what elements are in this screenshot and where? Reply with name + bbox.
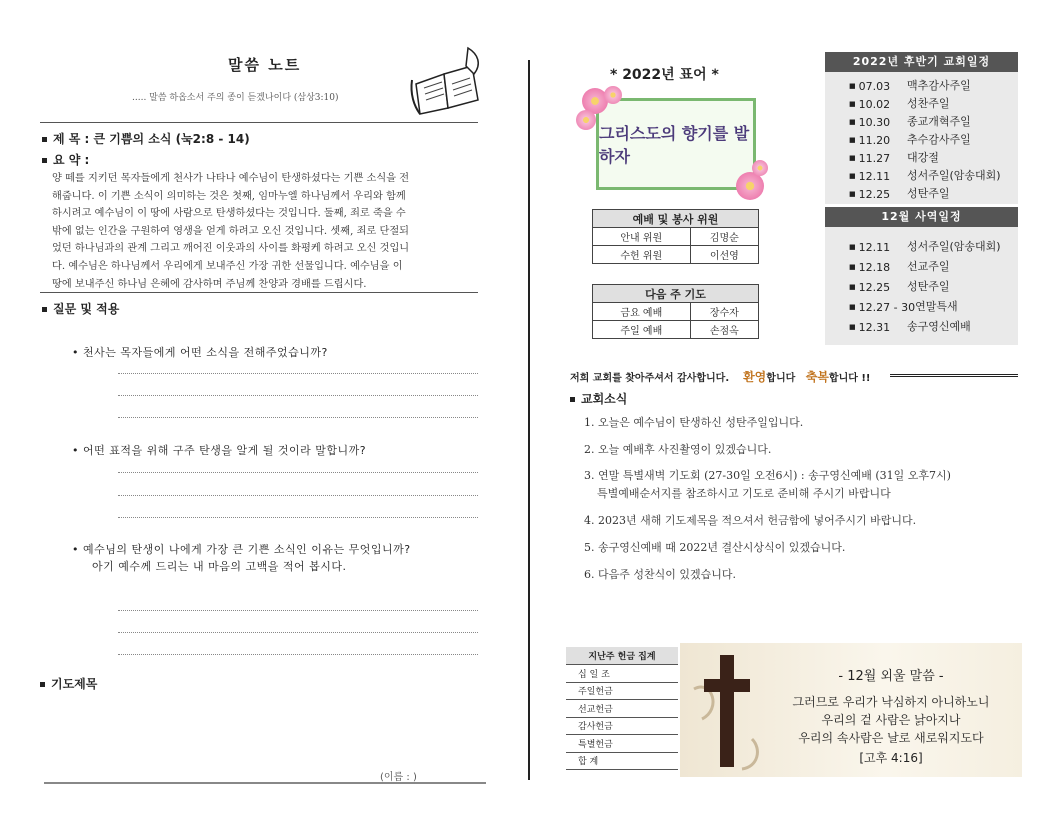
motto-card bbox=[596, 98, 756, 190]
committee-name: 김명순 bbox=[690, 228, 758, 246]
flower-icon bbox=[736, 172, 764, 200]
news-item: 2. 오늘 예배후 사진촬영이 있겠습니다. bbox=[584, 443, 772, 456]
committee-role: 수헌 위원 bbox=[593, 246, 691, 264]
schedule-item: ■ 07.03 맥추감사주일 bbox=[825, 77, 1018, 95]
sermon-title: 제 목 : 큰 기쁨의 소식 (눅2:8 - 14) bbox=[42, 130, 250, 147]
page-divider bbox=[528, 60, 530, 780]
answer-line[interactable] bbox=[118, 495, 478, 496]
offering-row: 십 일 조 bbox=[566, 665, 678, 683]
committee-name: 이선영 bbox=[690, 246, 758, 264]
schedule-h2-panel bbox=[825, 52, 1018, 204]
offering-row: 주일헌금 bbox=[566, 682, 678, 700]
answer-line[interactable] bbox=[118, 610, 478, 611]
prayer-service: 금요 예배 bbox=[593, 303, 691, 321]
news-item: 6. 다음주 성찬식이 있겠습니다. bbox=[584, 568, 736, 581]
welcome-rule bbox=[890, 374, 1018, 377]
answer-line[interactable] bbox=[118, 373, 478, 374]
prayer-label: 기도제목 bbox=[40, 675, 97, 692]
news-label: 교회소식 bbox=[570, 390, 627, 407]
flower-icon bbox=[604, 86, 622, 104]
verse-line: 우리의 속사람은 날로 새로워지도다 bbox=[798, 731, 984, 745]
prayer-leader: 손점옥 bbox=[690, 321, 758, 339]
page-title: 말씀 노트 bbox=[228, 56, 302, 74]
page-subtitle: ..... 말씀 하옵소서 주의 종이 듣겠나이다 (삼상3:10) bbox=[132, 93, 339, 103]
answer-line[interactable] bbox=[118, 472, 478, 473]
schedule-item: ■ 12.31 송구영신예배 bbox=[825, 317, 1018, 337]
qa-label: 질문 및 적용 bbox=[42, 300, 119, 317]
next-prayer-heading: 다음 주 기도 bbox=[593, 285, 759, 303]
schedule-item: ■ 12.27 - 30 연말특새 bbox=[825, 297, 1018, 317]
worship-committee-table bbox=[592, 209, 759, 264]
offering-row: 감사헌금 bbox=[566, 717, 678, 735]
worship-committee-heading: 예배 및 봉사 위원 bbox=[593, 210, 759, 228]
news-item: 1. 오늘은 예수님이 탄생하신 성탄주일입니다. bbox=[584, 416, 804, 429]
motto-text: 그리스도의 향기를 발하자 bbox=[599, 124, 750, 166]
schedule-dec-panel bbox=[825, 207, 1018, 345]
verse-line: 우리의 겉 사람은 낡아지나 bbox=[821, 713, 961, 727]
flower-icon bbox=[576, 110, 596, 130]
news-item: 3. 연말 특별새벽 기도회 (27-30일 오전6시) : 송구영신예배 (31일 오후7시) bbox=[584, 469, 951, 482]
bottom-rule bbox=[44, 782, 486, 784]
question-3: • 예수님의 탄생이 나에게 가장 큰 기쁜 소식인 이유는 무엇입니까? bbox=[72, 543, 411, 556]
motto-heading: * 2022년 표어 * bbox=[610, 67, 719, 83]
news-item: 5. 송구영신예배 때 2022년 결산시상식이 있겠습니다. bbox=[584, 541, 846, 554]
summary-label: 요 약 : bbox=[42, 151, 89, 168]
schedule-h2-heading: 2022년 후반기 교회일정 bbox=[825, 52, 1018, 72]
prayer-leader: 장수자 bbox=[690, 303, 758, 321]
committee-role: 안내 위원 bbox=[593, 228, 691, 246]
title-divider bbox=[40, 122, 478, 123]
summary-text: 양 떼를 지키던 목자들에게 천사가 나타나 예수님이 탄생하셨다는 기쁜 소식을 전 해줍니다. 이 기쁜 소식이 의미하는 것은 첫째, 임마누엘 하나님께서 우리와 함께 하시려고 예수님이 이 땅에 사람으로 탄생하셨다는 것입니다. 둘째, 죄로 죽을 수 밖에 없는 인간을 구원하여 영생을 얻게 하려고 오신 것입니다. 셋째, 죄로 단절되 었던 하나님과의 관계 그리고 깨어진 이웃과의 사이를 화평케 하려고 오신 것입니 다. 예수님은 하나님께서 우리에게 보내주신 가장 귀한 선물입니다. 예수님을 이 땅에 보내주신 하나님 은혜에 감사하며 주님께 찬양과 경배를 드립시다. bbox=[52, 173, 410, 290]
question-1: • 천사는 목자들에게 어떤 소식을 전해주었습니까? bbox=[72, 346, 328, 359]
verse-line: 그러므로 우리가 낙심하지 아니하노니 bbox=[792, 695, 990, 709]
answer-line[interactable] bbox=[118, 517, 478, 518]
answer-line[interactable] bbox=[118, 417, 478, 418]
offering-row: 특별헌금 bbox=[566, 735, 678, 753]
next-prayer-table bbox=[592, 284, 759, 339]
offering-row: 선교헌금 bbox=[566, 700, 678, 718]
answer-line[interactable] bbox=[118, 395, 478, 396]
offering-heading: 지난주 헌금 집계 bbox=[566, 647, 678, 665]
name-field[interactable]: (이름 : ) bbox=[380, 772, 417, 783]
schedule-item: ■ 11.20 추수감사주일 bbox=[825, 131, 1018, 149]
verse-title: - 12월 외울 말씀 - bbox=[838, 669, 944, 684]
offering-row: 합 계 bbox=[566, 752, 678, 770]
schedule-item: ■ 12.11 성서주일(암송대회) bbox=[825, 167, 1018, 185]
schedule-item: ■ 12.11 성서주일(암송대회) bbox=[825, 237, 1018, 257]
news-item: 특별예배순서지를 참조하시고 기도로 준비해 주시기 바랍니다 bbox=[597, 487, 891, 500]
summary-divider bbox=[40, 292, 478, 293]
question-3-note: 아기 예수께 드리는 내 마음의 고백을 적어 봅시다. bbox=[92, 560, 347, 573]
offering-table bbox=[566, 647, 678, 770]
question-2: • 어떤 표적을 위해 구주 탄생을 알게 될 것이라 말합니까? bbox=[72, 444, 367, 457]
schedule-item: ■ 12.25 성탄주일 bbox=[825, 185, 1018, 203]
answer-line[interactable] bbox=[118, 632, 478, 633]
open-bible-icon bbox=[408, 44, 488, 116]
schedule-item: ■ 11.27 대강절 bbox=[825, 149, 1018, 167]
welcome-message: 저희 교회를 찾아주셔서 감사합니다. 환영합니다 축복합니다 !! bbox=[570, 370, 871, 384]
schedule-dec-heading: 12월 사역일정 bbox=[825, 207, 1018, 227]
news-item: 4. 2023년 새해 기도제목을 적으셔서 헌금함에 넣어주시기 바랍니다. bbox=[584, 514, 917, 527]
answer-line[interactable] bbox=[118, 654, 478, 655]
prayer-service: 주일 예배 bbox=[593, 321, 691, 339]
verse-reference: [고후 4:16] bbox=[859, 751, 923, 765]
schedule-item: ■ 10.02 성찬주일 bbox=[825, 95, 1018, 113]
memory-verse-card bbox=[680, 643, 1022, 777]
flower-icon bbox=[752, 160, 768, 176]
schedule-item: ■ 10.30 종교개혁주일 bbox=[825, 113, 1018, 131]
schedule-item: ■ 12.18 선교주일 bbox=[825, 257, 1018, 277]
schedule-item: ■ 12.25 성탄주일 bbox=[825, 277, 1018, 297]
